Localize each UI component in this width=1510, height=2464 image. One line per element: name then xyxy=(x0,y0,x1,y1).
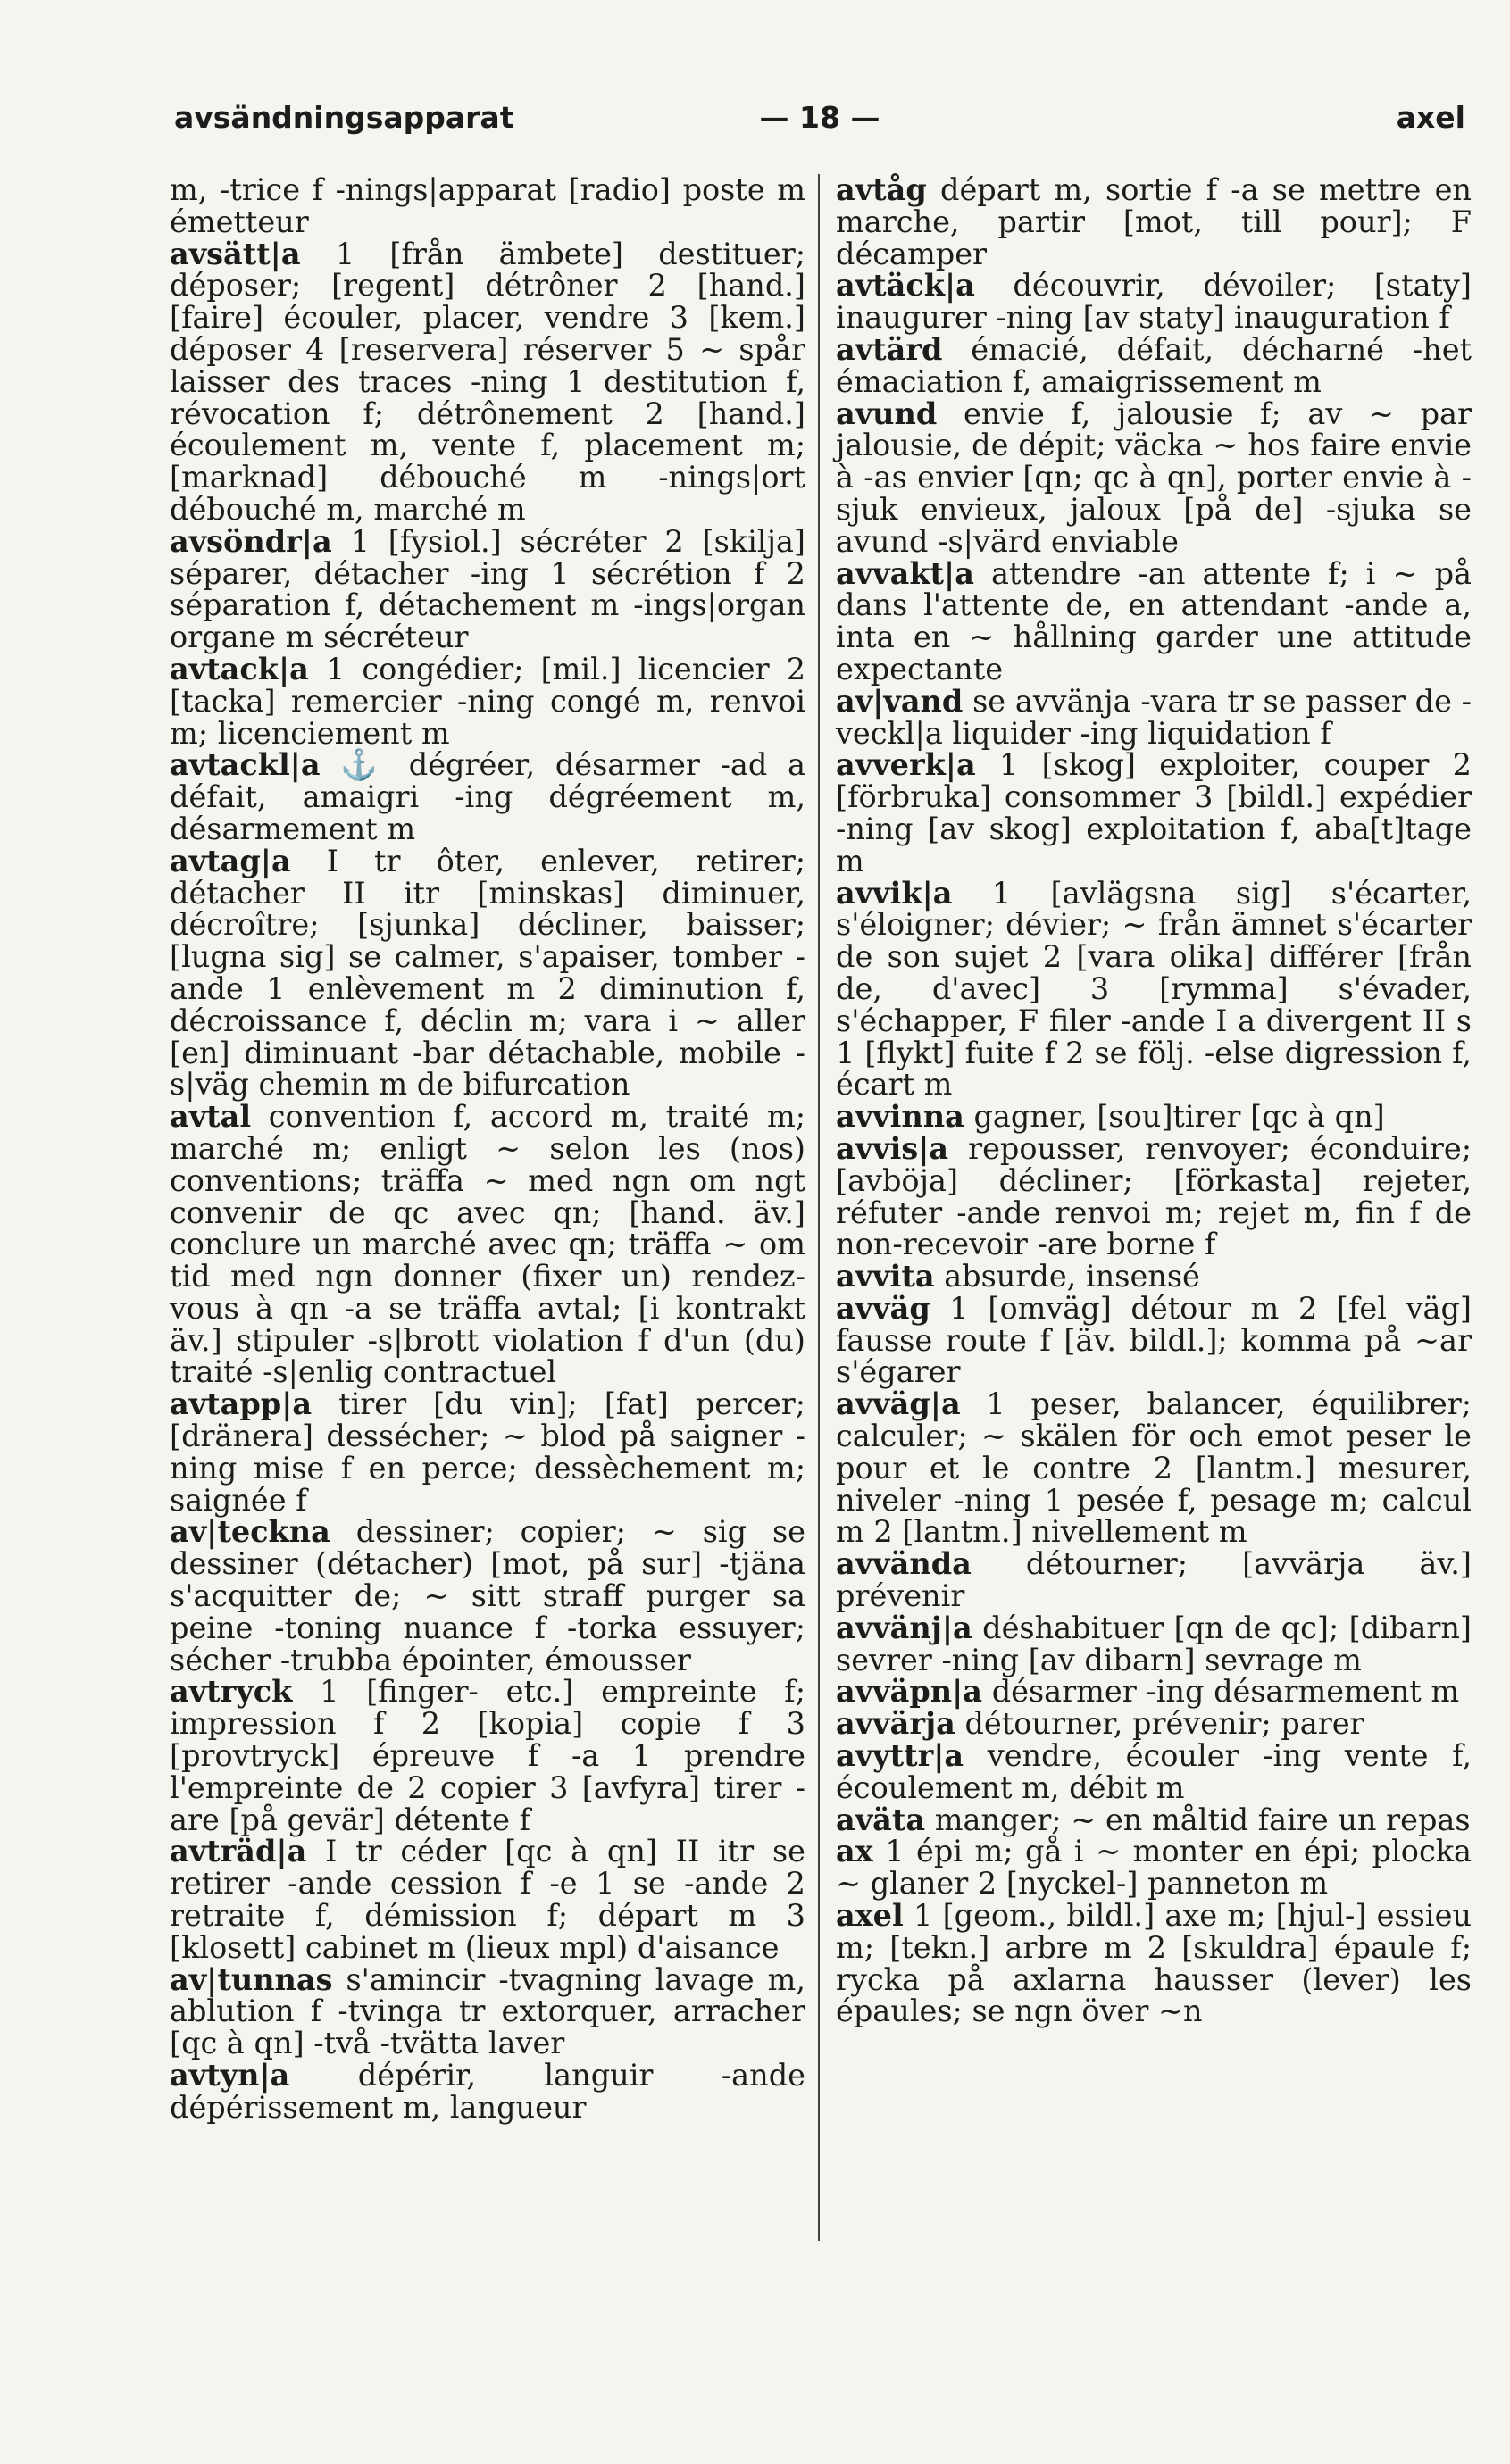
dictionary-entry xyxy=(836,1740,1472,1804)
entry-headword: avvakt|a xyxy=(836,555,974,591)
header-guide-word-first: avsändningsapparat xyxy=(174,100,514,135)
dictionary-entry xyxy=(170,1101,805,1388)
entry-definition: convention f, accord m, traité m; marché m; enligt ~ selon les (nos) conventions; träffa ~ med ngn om ngt convenir de qc avec qn; [hand. äv.] conclure un marché avec qn; träffa ~ om tid med ngn donner (fixer un) rendez-vous à qn -a se träffa avtal; [i kontrakt äv.] stipuler -s|brott violation f d'un (du) traité -s|enlig contractuel xyxy=(170,1099,805,1390)
entry-headword: avsöndr|a xyxy=(170,523,332,559)
dictionary-entry xyxy=(170,845,805,1101)
entry-headword: avvänj|a xyxy=(836,1610,972,1645)
entry-definition: 1 [skog] exploiter, couper 2 [förbruka] consommer 3 [bildl.] expédier -ning [av skog] exploitation f, aba[t]tage m xyxy=(836,747,1472,878)
entry-definition: m, -trice f -nings|apparat [radio] poste m émetteur xyxy=(170,172,805,239)
dictionary-entry xyxy=(836,1130,1472,1262)
entry-definition: 1 [finger- etc.] empreinte f; impression f 2 [kopia] copie f 3 [provtryck] épreuve f -a 1 prendre l'empreinte de 2 copier 3 [avfyra] tirer -are [på gevär] détente f xyxy=(170,1674,805,1837)
entry-definition: s'amincir -tvagning lavage m, ablution f -tvinga tr extorquer, arracher [qc à qn] -två -tvätta laver xyxy=(170,1961,805,2061)
dictionary-entry xyxy=(836,1804,1472,1836)
dictionary-entry xyxy=(170,1388,805,1516)
dictionary-entry xyxy=(836,683,1472,751)
dictionary-entry xyxy=(836,174,1472,270)
dictionary-entry xyxy=(836,395,1472,559)
entry-headword: avtryck xyxy=(170,1674,293,1710)
header-guide-word-last: axel xyxy=(1396,100,1465,135)
dictionary-entry xyxy=(836,555,1472,687)
entry-headword: avväg xyxy=(836,1290,930,1326)
dictionary-entry xyxy=(836,1900,1472,2027)
entry-headword: avund xyxy=(836,395,938,431)
entry-headword: avvik|a xyxy=(836,875,953,911)
entry-definition: 1 [fysiol.] sécréter 2 [skilja] séparer, détacher -ing 1 sécrétion f 2 séparation f, détachement m -ings|organ organe m sécréteur xyxy=(170,523,805,655)
dictionary-entry xyxy=(170,1516,805,1676)
entry-definition: 1 épi m; gå i ~ monter en épi; plocka ~ glaner 2 [nyckel-] panneton m xyxy=(836,1834,1472,1902)
entry-definition: détourner, prévenir; parer xyxy=(964,1706,1364,1742)
entry-definition: 1 [från ämbete] destituer; déposer; [regent] détrôner 2 [hand.] [faire] écouler, placer, vendre 3 [kem.] déposer 4 [reservera] réserver 5 ~ spår laisser des traces -ning 1 destitution f, révocation f; détrônement 2 [hand.] écoulement m, vente f, placement m; [marknad] débouché m -nings|ort débouché m, marché m xyxy=(170,236,805,527)
right-column xyxy=(836,174,1472,2027)
dictionary-entry xyxy=(836,331,1472,399)
entry-definition: 1 congédier; [mil.] licencier 2 [tacka] remercier -ning congé m, renvoi m; licenciement m xyxy=(170,651,806,751)
entry-definition: 1 peser, balancer, équilibrer; calculer; ~ skälen för och emot peser le pour et le contre 2 [lantm.] mesurer, niveler -ning 1 pesée f, pesage m; calcul m 2 [lantm.] nivellement m xyxy=(836,1386,1472,1550)
dictionary-entry xyxy=(170,2060,805,2124)
entry-definition: 1 [geom., bildl.] axe m; [hjul-] essieu m; [tekn.] arbre m 2 [skuldra] épaule f; rycka på axlarna hausser (lever) les épaules; se ngn över ~n xyxy=(836,1898,1472,2029)
dictionary-entry xyxy=(836,1261,1472,1293)
entry-definition: découvrir, dévoiler; [staty] inaugurer -ning [av staty] inauguration f xyxy=(836,268,1472,336)
left-column xyxy=(170,174,805,2124)
entry-headword: aväta xyxy=(836,1802,926,1837)
dictionary-entry xyxy=(170,1676,805,1836)
dictionary-entry xyxy=(836,1836,1472,1900)
entry-definition: gagner, [sou]tirer [qc à qn] xyxy=(973,1099,1385,1135)
entry-headword: avtag|a xyxy=(170,843,291,878)
dictionary-entry xyxy=(836,270,1472,334)
dictionary-entry xyxy=(170,174,805,238)
dictionary-entry xyxy=(170,1961,805,2061)
entry-headword: avyttr|a xyxy=(836,1738,964,1774)
entry-headword: av|teckna xyxy=(170,1514,330,1550)
entry-definition: dessiner; copier; ~ sig se dessiner (détacher) [mot, på sur] -tjäna s'acquitter de; ~ sitt straff purger sa peine -toning nuance f -torka essuyer; sécher -trubba épointer, émousser xyxy=(170,1514,805,1677)
dictionary-entry xyxy=(170,1836,805,1963)
dictionary-entry xyxy=(836,1708,1472,1740)
entry-definition: 1 [omväg] détour m 2 [fel väg] fausse route f [äv. bildl.]; komma på ~ar s'égarer xyxy=(836,1290,1472,1390)
entry-headword: avväg|a xyxy=(836,1386,961,1422)
entry-headword: avtäck|a xyxy=(836,268,975,304)
page-header xyxy=(174,100,1465,143)
entry-definition: envie f, jalousie f; av ~ par jalousie, de dépit; väcka ~ hos faire envie à -as envier [qn; qc à qn], porter envie à -sjuk envieux, jaloux [på de] -sjuka se avund -s|värd enviable xyxy=(836,395,1472,559)
column-divider xyxy=(818,174,820,2241)
entry-definition: émacié, défait, décharné -het émaciation f, amaigrissement m xyxy=(836,331,1472,399)
entry-headword: av|tunnas xyxy=(170,1961,333,1997)
dictionary-entry xyxy=(170,653,805,749)
entry-headword: avvis|a xyxy=(836,1130,949,1166)
entry-headword: avträd|a xyxy=(170,1834,307,1869)
entry-headword: avvinna xyxy=(836,1099,964,1135)
entry-definition: manger; ~ en måltid faire un repas xyxy=(934,1802,1471,1837)
entry-definition: absurde, insensé xyxy=(944,1259,1200,1294)
entry-definition: tirer [du vin]; [fat] percer; [dränera] dessécher; ~ blod på saigner -ning mise f en perce; dessèchement m; saignée f xyxy=(170,1386,805,1518)
entry-headword: ax xyxy=(836,1834,873,1869)
entry-headword: avsätt|a xyxy=(170,236,301,271)
dictionary-entry xyxy=(836,1290,1472,1390)
dictionary-entry xyxy=(836,1676,1472,1708)
entry-headword: avverk|a xyxy=(836,747,976,783)
page-number: — 18 — xyxy=(759,100,880,135)
entry-headword: avvärja xyxy=(836,1706,955,1742)
entry-headword: avtapp|a xyxy=(170,1386,313,1422)
entry-headword: axel xyxy=(836,1898,904,1934)
dictionary-entry xyxy=(836,875,1472,1103)
entry-definition: repousser, renvoyer; éconduire; [avböja] décliner; [förkasta] rejeter, réfuter -ande renvoi m; rejet m, fin f de non-recevoir -are borne f xyxy=(836,1130,1472,1262)
entry-definition: I tr céder [qc à qn] II itr se retirer -ande cession f -e 1 se -ande 2 retraite f, démission f; départ m 3 [klosett] cabinet m (lieux mpl) d'aisance xyxy=(170,1834,806,1965)
entry-headword: avtärd xyxy=(836,331,943,367)
entry-definition: 1 [avlägsna sig] s'écarter, s'éloigner; dévier; ~ från ämnet s'écarter de son sujet 2 [vara olika] différer [från de, d'avec] 3 [rymma] s'évader, s'échapper, F filer -ande I a divergent II s 1 [flykt] fuite f 2 se följ. -else digression f, écart m xyxy=(836,875,1472,1103)
entry-headword: av|vand xyxy=(836,683,964,719)
entry-definition: vendre, écouler -ing vente f, écoulement m, débit m xyxy=(836,1738,1472,1805)
dictionary-entry xyxy=(170,749,805,845)
dictionary-entry xyxy=(170,238,805,526)
entry-headword: avtåg xyxy=(836,172,927,207)
entry-headword: avtyn|a xyxy=(170,2058,290,2094)
entry-definition: I tr ôter, enlever, retirer; détacher II itr [minskas] diminuer, décroître; [sjunka] décliner, baisser; [lugna sig] se calmer, s'apaiser, tomber -ande 1 enlèvement m 2 diminution f, décroissance f, déclin m; vara i ~ aller [en] diminuant -bar détachable, mobile -s|väg chemin m de bifurcation xyxy=(170,843,805,1103)
entry-headword: avväpn|a xyxy=(836,1674,983,1710)
entry-definition: attendre -an attente f; i ~ på dans l'attente de, en attendant -ande a, inta en ~ hållning garder une attitude expectante xyxy=(836,555,1472,687)
entry-headword: avvita xyxy=(836,1259,935,1294)
entry-headword: avvända xyxy=(836,1546,972,1582)
dictionary-entry xyxy=(836,1548,1472,1612)
dictionary-entry xyxy=(836,1388,1472,1548)
dictionary-entry xyxy=(836,1101,1472,1133)
entry-headword: avtackl|a xyxy=(170,747,321,783)
entry-definition: dépérir, languir -ande dépérissement m, langueur xyxy=(170,2058,805,2125)
dictionary-entry xyxy=(836,749,1472,877)
entry-definition: se avvänja -vara tr se passer de -veckl|a liquider -ing liquidation f xyxy=(836,683,1472,751)
entry-definition: ⚓ dégréer, désarmer -ad a défait, amaigri -ing dégréement m, désarmement m xyxy=(170,747,805,846)
entry-definition: déshabituer [qn de qc]; [dibarn] sevrer -ning [av dibarn] sevrage m xyxy=(836,1610,1472,1677)
dictionary-entry xyxy=(170,523,805,655)
entry-definition: départ m, sortie f -a se mettre en marche, partir [mot, till pour]; F décamper xyxy=(836,172,1472,271)
entry-definition: désarmer -ing désarmement m xyxy=(991,1674,1460,1710)
entry-headword: avtack|a xyxy=(170,651,309,687)
entry-definition: détourner; [avvärja äv.] prévenir xyxy=(836,1546,1472,1614)
dictionary-entry xyxy=(836,1612,1472,1677)
entry-headword: avtal xyxy=(170,1099,252,1135)
